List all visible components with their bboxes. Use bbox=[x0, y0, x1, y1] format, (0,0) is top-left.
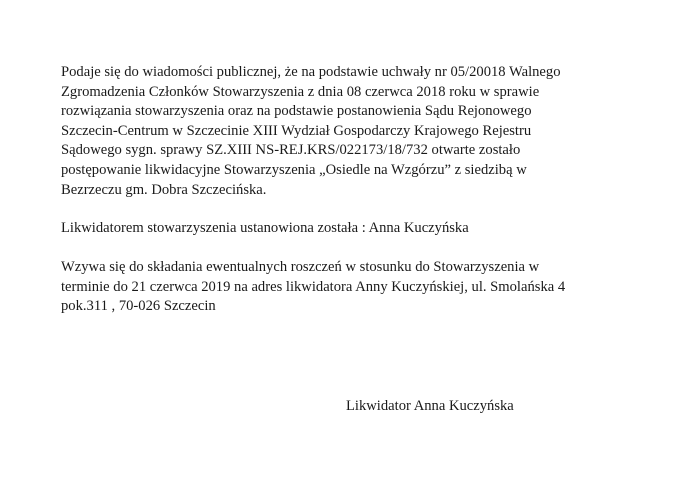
claims-paragraph bbox=[61, 258, 661, 317]
text-line: rozwiązania stowarzyszenia oraz na podstawie postanowienia Sądu Rejonowego bbox=[61, 103, 532, 120]
text-line: Sądowego sygn. sprawy SZ.XIII NS-REJ.KRS/022173/18/732 otwarte zostało bbox=[61, 142, 521, 159]
text-line: Zgromadzenia Członków Stowarzyszenia z dnia 08 czerwca 2018 roku w sprawie bbox=[61, 83, 540, 100]
text-line: Podaje się do wiadomości publicznej, że na podstawie uchwały nr 05/20018 Walnego bbox=[61, 64, 561, 80]
text-line: pok.311 , 70-026 Szczecin bbox=[61, 298, 216, 315]
text-line: terminie do 21 czerwca 2019 na adres likwidatora Anny Kuczyńskiej, ul. Smolańska 4 bbox=[61, 278, 566, 295]
liquidator-paragraph bbox=[61, 219, 661, 239]
text-line: Szczecin-Centrum w Szczecinie XIII Wydział Gospodarczy Krajowego Rejestru bbox=[61, 122, 532, 139]
text-line: Likwidatorem stowarzyszenia ustanowiona została : Anna Kuczyńska bbox=[61, 220, 469, 236]
announcement-paragraph bbox=[61, 63, 661, 200]
text-line: Bezrzeczu gm. Dobra Szczecińska. bbox=[61, 181, 267, 198]
text-line: postępowanie likwidacyjne Stowarzyszenia „Osiedle na Wzgórzu” z siedzibą w bbox=[61, 161, 527, 178]
signature-line: Likwidator Anna Kuczyńska bbox=[346, 398, 514, 414]
text-line: Wzywa się do składania ewentualnych roszczeń w stosunku do Stowarzyszenia w bbox=[61, 259, 540, 275]
